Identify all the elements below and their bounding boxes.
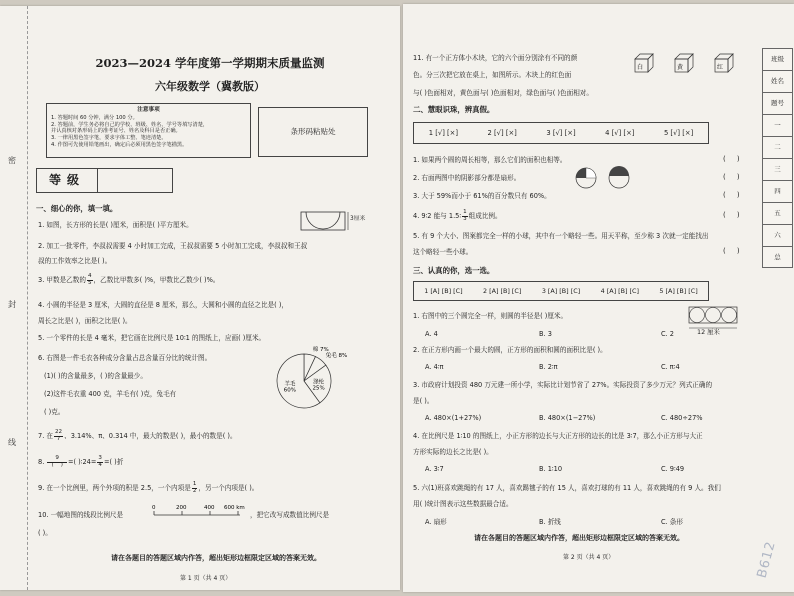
mc-option: C. 条形 <box>661 518 683 526</box>
question-4-line1: 4. 小圆的半径是 3 厘米，大圆的直径是 8 厘米，那么，大圆和小圆的直径之比是( )， <box>38 301 288 309</box>
tf-question-5-line2: 这个略轻一些小球。 <box>413 248 473 256</box>
question-9: 9. 在一个比例里，两个外项的积是 2.5，一个内项是 $\frac{1}{2}$ ，另一个内项是( )。 <box>38 481 259 494</box>
choice-answer-row <box>413 281 709 301</box>
mc-answer-cell[interactable]: 3 [A] [B] [C] <box>541 286 581 295</box>
fraction: $\frac{22}{7}$ <box>54 429 63 442</box>
binding-char-xian: 线 <box>8 438 16 447</box>
grade-label: 等级 <box>36 168 98 193</box>
mc-question-5-line2: 用( )统计图表示这些数据最合适。 <box>413 500 513 508</box>
notice-line: 并认真核对条形码上的准考证号、姓名及科目是否正确。 <box>51 128 181 135</box>
question-2-line1: 2. 加工一批零件，李叔叔需要 4 小时加工完成，王叔叔需要 5 小时加工完成，李叔叔和王叔 <box>38 242 308 250</box>
question-2-line2: 叔的工作效率之比是( )。 <box>38 257 112 265</box>
mc-option: C. 480÷27% <box>661 414 703 422</box>
answer-paren[interactable]: ( ) <box>723 155 740 163</box>
mc-question-3-line2: 是( )。 <box>413 397 434 405</box>
question-5: 5. 一个零件的长是 4 毫米，把它画在比例尺是 10∶1 的图纸上，应画( )厘米。 <box>38 334 266 342</box>
mc-question-4-line2: 方形实际的边长之比是( )。 <box>413 448 493 456</box>
question-10-blank: ( )。 <box>38 529 52 537</box>
mc-option: A. 4∶π <box>425 363 444 371</box>
section-title-true-false: 二、慧眼识珠，辨真假。 <box>413 105 495 114</box>
mc-option: B. 2∶π <box>539 363 558 371</box>
fraction: $\frac{4}{5}$ <box>87 273 92 286</box>
question-1: 1. 如图，长方形的长是( )厘米，面积是( )平方厘米。 <box>38 221 193 229</box>
pie-label-pct: 25% <box>312 385 325 392</box>
pie-label <box>284 380 296 394</box>
info-tab-name[interactable]: 姓名 <box>762 70 793 92</box>
pie-chart <box>268 346 368 412</box>
info-tab-question-no: 题号 <box>762 92 793 114</box>
fraction: $\frac{1}{3}$ <box>463 209 467 222</box>
info-tab-6: 六 <box>762 224 793 246</box>
pie-label-name: 涤纶 <box>313 379 325 386</box>
page-number: 第 1 页（共 4 页） <box>180 575 232 582</box>
question-11-line1: 11. 有一个正方体小木块，它的六个面分别涂有不同的颜 <box>413 54 578 62</box>
q1-fig-label: 3厘米 <box>350 216 366 222</box>
exam-title: 2023—2024 学年度第一学期期末质量监测 <box>95 56 325 70</box>
scale-tick: 400 <box>204 505 215 511</box>
info-tab-column <box>762 48 793 268</box>
question-10-mid: ，把它改写成数值比例尺是 <box>250 511 330 519</box>
cube-figure <box>713 52 735 74</box>
mc-answer-cell[interactable]: 1 [A] [B] [C] <box>424 286 463 295</box>
binding-char-mi: 密 <box>8 156 16 165</box>
scale-bar <box>150 502 250 522</box>
answer-paren[interactable]: ( ) <box>723 173 740 181</box>
answer-paren[interactable]: ( ) <box>723 247 740 255</box>
barcode-label: 条形码粘贴处 <box>290 127 336 137</box>
mc-option: A. 480×(1+27%) <box>425 414 482 422</box>
notice-line: 2. 答题前，学生务必将自己的学校、班级、姓名、学号等填写清楚， <box>51 121 209 128</box>
pie-label-pct: 60% <box>283 387 296 394</box>
mc-option: B. 480×(1−27%) <box>539 414 596 422</box>
pie-label-name: 棉 <box>312 346 319 353</box>
binding-strip <box>0 6 28 590</box>
grade-field[interactable] <box>98 168 173 193</box>
tf-question-4: 4. 9∶2 能与 1.5∶ $\frac{1}{3}$ 组成比例。 <box>413 209 502 222</box>
mc-option: C. 2 <box>661 330 674 338</box>
cube-figure <box>633 52 655 74</box>
info-tab-4: 四 <box>762 180 793 202</box>
tf-question-5-line1: 5. 有 9 个大小、图案都完全一样的小球，其中有一个略轻一些。用天平称，至少称 3 次就一定能找出 <box>413 232 709 240</box>
exam-page-1 <box>0 6 400 590</box>
mc-option: B. 1∶10 <box>539 465 563 473</box>
mc-question-4-line1: 4. 在比例尺是 1∶10 的图纸上，小正方形的边长与大正方形的边长的比是 3∶7，那么小正方形与大正 <box>413 432 703 440</box>
true-false-answer-row <box>413 122 709 144</box>
question-6-part2: (2)这件毛衣重 400 克，羊毛有( )克，兔毛有 <box>44 390 177 398</box>
sector-figures <box>575 166 631 190</box>
section-title-choice: 三、认真的你，选一选。 <box>413 266 495 275</box>
exam-subtitle: 六年级数学（冀教版） <box>155 80 265 93</box>
question-6-part3: ( )克。 <box>44 408 65 416</box>
mc-option: A. 3∶7 <box>425 465 444 473</box>
question-3 <box>38 274 219 286</box>
notice-line: 3. 一律用黑色签字笔，要求字体工整、笔迹清楚。 <box>51 135 167 142</box>
pie-label <box>313 377 325 391</box>
mc-question-5-line1: 5. 六(1)班喜欢跳绳的有 17 人，喜欢踢毽子的有 15 人，喜欢打球的有 11 人，喜欢跳绳的有 9 人。我们 <box>413 484 721 492</box>
footer-note: 请在各题目的答题区域内作答，超出矩形边框限定区域的答案无效。 <box>474 534 684 542</box>
tf-answer-cell[interactable]: 3 [√] [×] <box>546 128 576 137</box>
pie-label-name: 羊毛 <box>284 381 296 388</box>
q3-pre: 3. 甲数是乙数的 <box>38 276 86 285</box>
answer-paren[interactable]: ( ) <box>723 211 740 219</box>
question-10: 10. 一幅地图的线段比例尺是 <box>38 511 124 519</box>
fraction: $\frac{3}{4}$ <box>98 455 102 468</box>
mc-answer-cell[interactable]: 2 [A] [B] [C] <box>483 286 522 295</box>
question-7: 7. 在 $\frac{22}{7}$ 、3.14%、π、0.314 中，最大的数是( )，最小的数是( )。 <box>38 429 237 442</box>
figure-label: 12 厘米 <box>697 328 720 336</box>
notice-title: 注意事项 <box>137 107 160 113</box>
tf-question-2: 2. 右面两图中的阴影部分都是扇形。 <box>413 174 521 182</box>
fraction: $\frac{9}{( )}$ <box>47 456 67 468</box>
mc-option: C. 9∶49 <box>661 465 685 473</box>
exam-page-2 <box>403 4 794 592</box>
info-tab-3: 三 <box>762 158 793 180</box>
mc-question-2: 2. 在正方形内画一个最大的圆，正方形的面积和圆的面积比是( )。 <box>413 346 607 354</box>
mc-answer-cell[interactable]: 5 [A] [B] [C] <box>659 286 698 295</box>
question-6: 6. 右图是一件毛衣各种成分含量占总含量百分比的统计图。 <box>38 354 212 362</box>
notice-line: 1. 答题时间 60 分钟，满分 100 分。 <box>51 115 138 122</box>
info-tab-1: 一 <box>762 114 793 136</box>
info-tab-5: 五 <box>762 202 793 224</box>
mc-option: B. 折线 <box>539 518 561 526</box>
barcode-area <box>258 107 368 157</box>
answer-paren[interactable]: ( ) <box>723 191 740 199</box>
svg-text:红: 红 <box>717 64 724 71</box>
info-tab-total: 总 <box>762 246 793 268</box>
question-8: 8. $\frac{9}{( )}$ =( )∶24= $\frac{3}{4}$ =( )折 <box>38 455 124 468</box>
question-6-part1: (1)( )的含量最多，( )的含量最少。 <box>44 372 147 380</box>
pie-label <box>326 351 348 359</box>
scale-tick: 0 <box>152 505 156 511</box>
tf-answer-cell[interactable]: 5 [√] [×] <box>663 128 694 137</box>
corner-stamp: B612 <box>754 539 780 580</box>
question-4-line2: 周长之比是( )，面积之比是( )。 <box>38 317 132 325</box>
fraction: $\frac{1}{2}$ <box>192 481 197 494</box>
tf-answer-cell[interactable]: 4 [√] [×] <box>605 128 635 137</box>
notice-box <box>46 103 251 158</box>
section-title-fill: 一、细心的你，填一填。 <box>36 204 118 213</box>
mc-option: A. 扇形 <box>425 518 447 526</box>
scale-tick: 200 <box>176 505 187 511</box>
mc-question-3-line1: 3. 市政府计划投资 480 万元建一所小学，实际比计划节省了 27%。实际投资了多少万元？列式正确的 <box>413 381 713 389</box>
mc-option: A. 4 <box>425 330 438 338</box>
info-tab-class[interactable]: 班级 <box>762 48 793 70</box>
tf-answer-cell[interactable]: 2 [√] [×] <box>487 128 517 137</box>
footer-note: 请在各题目的答题区域内作答，超出矩形边框限定区域的答案无效。 <box>111 554 321 562</box>
scale-tick: 600 km <box>224 505 245 511</box>
mc-question-1: 1. 右图中的三个圆完全一样，则圆的半径是( )厘米。 <box>413 312 568 320</box>
mc-option: B. 3 <box>539 330 552 338</box>
mc-answer-cell[interactable]: 4 [A] [B] [C] <box>600 286 639 295</box>
tf-question-1: 1. 如果两个圆的周长相等，那么它们的面积也相等。 <box>413 156 567 164</box>
svg-text:黄: 黄 <box>677 64 684 71</box>
pie-label-name: 兔毛 <box>325 353 337 360</box>
question-11-line3: 与( )色面相对，黄色面与( )色面相对，绿色面与( )色面相对。 <box>413 89 593 97</box>
q3-post: ，乙数比甲数多( )%，甲数比乙数少( )%。 <box>93 276 220 285</box>
pie-label-pct: 8% <box>336 353 348 360</box>
binding-char-feng: 封 <box>8 300 16 309</box>
tf-answer-cell[interactable]: 1 [√] [×] <box>428 128 459 137</box>
notice-line: 4. 作图可先使用铅笔画出，确定后必须用黑色签字笔描黑。 <box>51 141 188 148</box>
info-tab-2: 二 <box>762 136 793 158</box>
page-number: 第 2 页（共 4 页） <box>563 554 615 561</box>
pie-label <box>313 345 329 353</box>
pie-label-pct: 7% <box>318 346 329 353</box>
svg-text:白: 白 <box>637 64 644 71</box>
tf-question-3: 3. 大于 59%而小于 61%的百分数只有 60%。 <box>413 192 551 200</box>
mc-option: C. π∶4 <box>661 363 680 371</box>
cube-figure <box>673 52 695 74</box>
question-11-line2: 色。分三次把它放在桌上，如图所示。木块上的红色面 <box>413 71 572 79</box>
